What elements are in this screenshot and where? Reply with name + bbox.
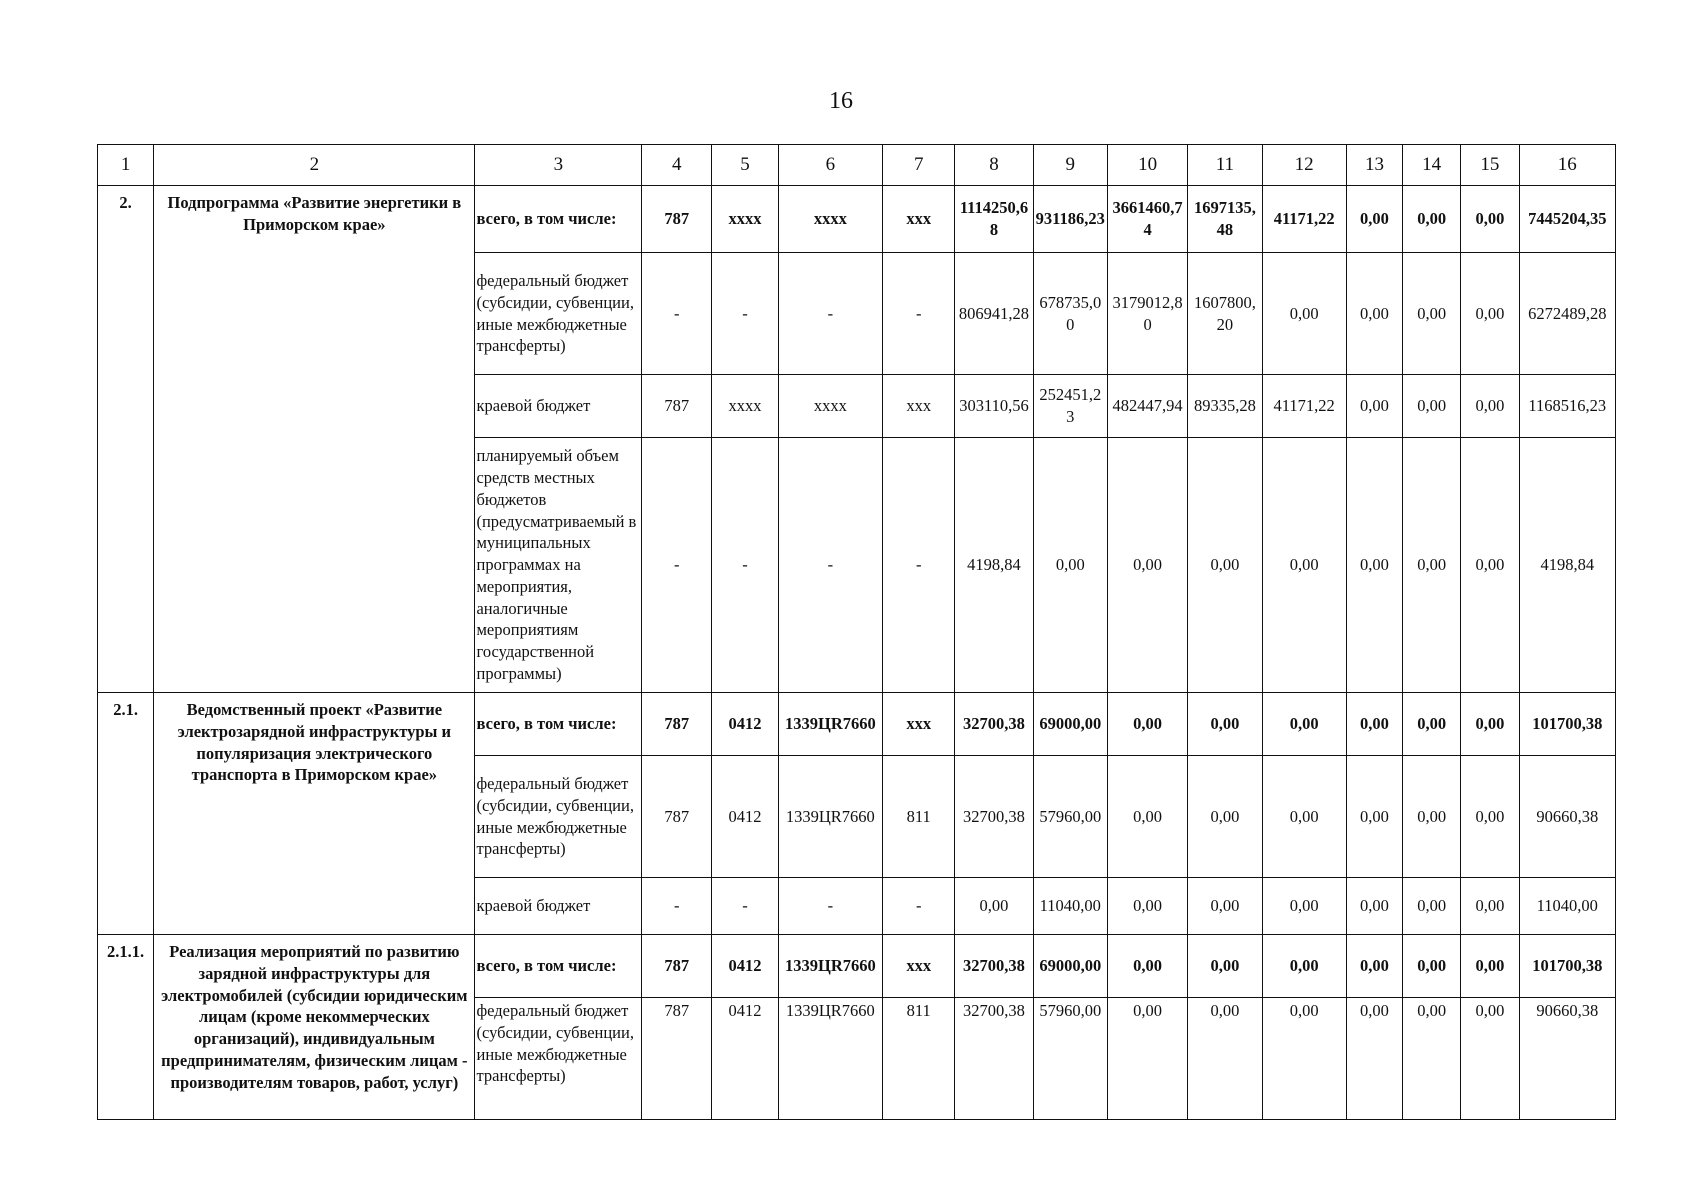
- table-cell: 0,00: [1107, 998, 1187, 1120]
- table-cell: 0412: [712, 693, 778, 756]
- table-cell: хххх: [712, 375, 778, 438]
- section-name: Ведомственный проект «Развитие электрозарядной инфраструктуры и популяризация электрического транспорта в Приморском крае»: [154, 693, 475, 935]
- header-cell: 10: [1107, 145, 1187, 186]
- table-cell: 0,00: [1403, 438, 1461, 693]
- table-cell: 0,00: [1403, 878, 1461, 935]
- table-cell: 1607800,20: [1188, 253, 1262, 375]
- table-cell: 678735,00: [1033, 253, 1107, 375]
- table-cell: 7445204,35: [1519, 186, 1616, 253]
- table-cell: хххх: [778, 186, 882, 253]
- table-cell: 0412: [712, 756, 778, 878]
- table-cell: 0,00: [1403, 375, 1461, 438]
- funding-source: всего, в том числе:: [475, 935, 642, 998]
- table-cell: 89335,28: [1188, 375, 1262, 438]
- table-cell: -: [883, 438, 955, 693]
- table-cell: 931186,23: [1033, 186, 1107, 253]
- table-cell: 0,00: [1346, 878, 1402, 935]
- header-cell: 7: [883, 145, 955, 186]
- table-cell: 0,00: [1461, 375, 1519, 438]
- table-cell: 101700,38: [1519, 935, 1616, 998]
- table-cell: 0,00: [1403, 935, 1461, 998]
- header-cell: 8: [955, 145, 1033, 186]
- header-cell: 11: [1188, 145, 1262, 186]
- table-cell: 6272489,28: [1519, 253, 1616, 375]
- table-cell: 1339ЦR7660: [778, 756, 882, 878]
- funding-source: всего, в том числе:: [475, 693, 642, 756]
- table-cell: 0,00: [1188, 878, 1262, 935]
- table-row: [98, 693, 1616, 756]
- table-cell: 0,00: [1346, 756, 1402, 878]
- table-cell: 303110,56: [955, 375, 1033, 438]
- table-cell: 787: [642, 935, 712, 998]
- header-cell: 5: [712, 145, 778, 186]
- table-cell: 0,00: [1188, 693, 1262, 756]
- table-cell: ххх: [883, 186, 955, 253]
- funding-source: краевой бюджет: [475, 375, 642, 438]
- table-cell: 0,00: [1107, 935, 1187, 998]
- table-cell: 482447,94: [1107, 375, 1187, 438]
- header-cell: 13: [1346, 145, 1402, 186]
- table-cell: 32700,38: [955, 998, 1033, 1120]
- funding-source: краевой бюджет: [475, 878, 642, 935]
- funding-source: федеральный бюджет (субсидии, субвенции, иные межбюджетные трансферты): [475, 756, 642, 878]
- header-cell: 6: [778, 145, 882, 186]
- table-cell: 4198,84: [955, 438, 1033, 693]
- table-cell: -: [778, 878, 882, 935]
- table-cell: 0,00: [1403, 756, 1461, 878]
- table-cell: 787: [642, 186, 712, 253]
- table-row: [98, 935, 1616, 998]
- table-cell: 0,00: [1262, 253, 1346, 375]
- header-cell: 16: [1519, 145, 1616, 186]
- table-cell: 0,00: [1262, 935, 1346, 998]
- table-cell: 4198,84: [1519, 438, 1616, 693]
- table-cell: 0,00: [1403, 693, 1461, 756]
- table-cell: 0,00: [1403, 186, 1461, 253]
- table-cell: 0,00: [1188, 998, 1262, 1120]
- table-cell: 0,00: [1107, 693, 1187, 756]
- table-cell: 57960,00: [1033, 998, 1107, 1120]
- section-number: 2.: [98, 186, 154, 693]
- table-cell: 0,00: [1188, 756, 1262, 878]
- table-cell: -: [642, 438, 712, 693]
- table-cell: 0,00: [1262, 878, 1346, 935]
- table-cell: -: [642, 253, 712, 375]
- table-cell: 69000,00: [1033, 693, 1107, 756]
- table-cell: 0,00: [1262, 998, 1346, 1120]
- table-cell: 0,00: [1461, 186, 1519, 253]
- table-cell: 1114250,68: [955, 186, 1033, 253]
- header-cell: 1: [98, 145, 154, 186]
- table-cell: ххх: [883, 375, 955, 438]
- table-row: [98, 186, 1616, 253]
- table-cell: 0,00: [1188, 438, 1262, 693]
- table-cell: 0,00: [1461, 756, 1519, 878]
- table-cell: 811: [883, 756, 955, 878]
- table-cell: 787: [642, 375, 712, 438]
- table-cell: -: [712, 253, 778, 375]
- table-cell: хххх: [712, 186, 778, 253]
- table-cell: 0412: [712, 998, 778, 1120]
- table-cell: 0,00: [1346, 693, 1402, 756]
- table-cell: 11040,00: [1033, 878, 1107, 935]
- table-cell: 0,00: [1188, 935, 1262, 998]
- table-cell: 0,00: [1107, 878, 1187, 935]
- table-cell: 0,00: [1461, 438, 1519, 693]
- section-name: Подпрограмма «Развитие энергетики в Приморском крае»: [154, 186, 475, 693]
- table-cell: ххх: [883, 693, 955, 756]
- funding-source: планируемый объем средств местных бюджетов (предусматриваемый в муниципальных программах на мероприятия, аналогичные мероприятиям государственной программы): [475, 438, 642, 693]
- section-name: Реализация мероприятий по развитию зарядной инфраструктуры для электромобилей (субсидии юридическим лицам (кроме некоммерческих организаций), индивидуальным предпринимателям, физическим лицам - производителям товаров, работ, услуг): [154, 935, 475, 1120]
- table-cell: 90660,38: [1519, 998, 1616, 1120]
- table-cell: 806941,28: [955, 253, 1033, 375]
- table-cell: 1339ЦR7660: [778, 998, 882, 1120]
- section-number: 2.1.: [98, 693, 154, 935]
- table-cell: 0,00: [1346, 438, 1402, 693]
- table-cell: 0,00: [1346, 998, 1402, 1120]
- table-cell: 0,00: [1403, 253, 1461, 375]
- section-number: 2.1.1.: [98, 935, 154, 1120]
- header-cell: 9: [1033, 145, 1107, 186]
- table-cell: -: [883, 878, 955, 935]
- table-cell: -: [642, 878, 712, 935]
- table-cell: 1697135,48: [1188, 186, 1262, 253]
- funding-source: всего, в том числе:: [475, 186, 642, 253]
- table-cell: 41171,22: [1262, 375, 1346, 438]
- table-cell: 787: [642, 693, 712, 756]
- table-cell: 787: [642, 998, 712, 1120]
- budget-table: [97, 144, 1616, 1120]
- table-cell: 57960,00: [1033, 756, 1107, 878]
- table-cell: 1339ЦR7660: [778, 935, 882, 998]
- table-cell: 69000,00: [1033, 935, 1107, 998]
- table-cell: 1339ЦR7660: [778, 693, 882, 756]
- table-cell: 252451,23: [1033, 375, 1107, 438]
- table-cell: -: [778, 438, 882, 693]
- table-cell: 0,00: [955, 878, 1033, 935]
- table-cell: -: [712, 878, 778, 935]
- table-cell: 0,00: [1346, 253, 1402, 375]
- table-cell: 32700,38: [955, 935, 1033, 998]
- table-cell: 0,00: [1107, 438, 1187, 693]
- table-cell: 101700,38: [1519, 693, 1616, 756]
- table-cell: -: [883, 253, 955, 375]
- table-cell: 811: [883, 998, 955, 1120]
- header-cell: 12: [1262, 145, 1346, 186]
- header-cell: 2: [154, 145, 475, 186]
- table-cell: 0,00: [1346, 935, 1402, 998]
- table-cell: 0,00: [1262, 693, 1346, 756]
- table-cell: 0,00: [1461, 998, 1519, 1120]
- table-cell: 787: [642, 756, 712, 878]
- table-cell: хххх: [778, 375, 882, 438]
- header-cell: 4: [642, 145, 712, 186]
- table-cell: 11040,00: [1519, 878, 1616, 935]
- table-cell: -: [712, 438, 778, 693]
- table-cell: 1168516,23: [1519, 375, 1616, 438]
- table-cell: 32700,38: [955, 756, 1033, 878]
- table-cell: 0,00: [1461, 878, 1519, 935]
- funding-source: федеральный бюджет (субсидии, субвенции, иные межбюджетные трансферты): [475, 253, 642, 375]
- header-cell: 15: [1461, 145, 1519, 186]
- table-cell: 0,00: [1262, 756, 1346, 878]
- table-cell: 0,00: [1033, 438, 1107, 693]
- table-cell: 41171,22: [1262, 186, 1346, 253]
- table-cell: 0,00: [1461, 253, 1519, 375]
- table-cell: 3661460,74: [1107, 186, 1187, 253]
- table-cell: 3179012,80: [1107, 253, 1187, 375]
- header-cell: 14: [1403, 145, 1461, 186]
- table-cell: 0,00: [1346, 375, 1402, 438]
- page-number: 16: [829, 88, 853, 114]
- table-cell: 32700,38: [955, 693, 1033, 756]
- funding-source: федеральный бюджет (субсидии, субвенции, иные межбюджетные трансферты): [475, 998, 642, 1120]
- table-cell: 0,00: [1403, 998, 1461, 1120]
- table-cell: 0,00: [1107, 756, 1187, 878]
- table-cell: 0,00: [1262, 438, 1346, 693]
- table-cell: 0,00: [1346, 186, 1402, 253]
- header-row: [98, 145, 1616, 186]
- header-cell: 3: [475, 145, 642, 186]
- table-cell: 0,00: [1461, 935, 1519, 998]
- table-cell: -: [778, 253, 882, 375]
- table-cell: 90660,38: [1519, 756, 1616, 878]
- table-cell: 0412: [712, 935, 778, 998]
- table-cell: 0,00: [1461, 693, 1519, 756]
- table-cell: ххх: [883, 935, 955, 998]
